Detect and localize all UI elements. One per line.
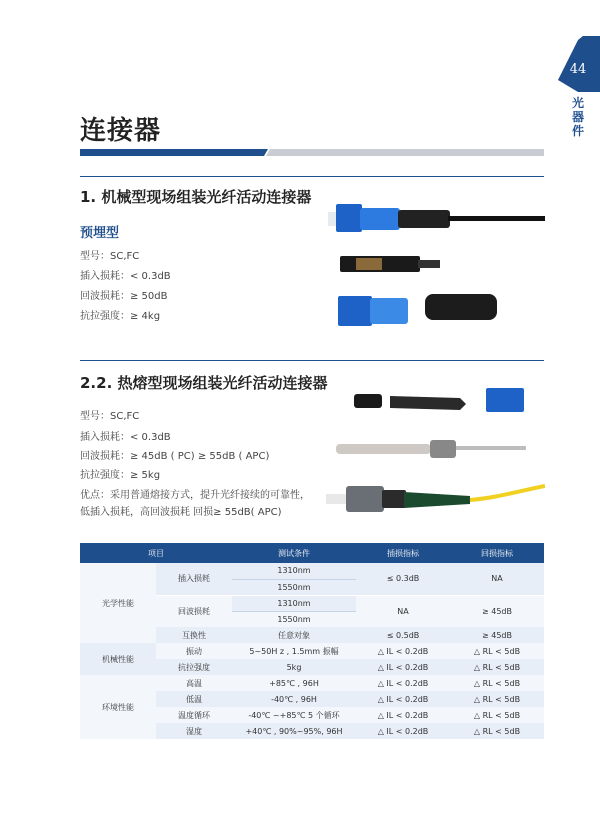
row-return-il: NA (356, 595, 450, 627)
row-vibration-cond: 5~50H z , 1.5mm 振幅 (232, 643, 356, 659)
section1-subtitle: 预埋型 (80, 226, 120, 241)
row-return-rl: ≥ 45dB (450, 595, 544, 627)
row-hightemp-cond: +85℃ , 96H (232, 675, 356, 691)
row-insertion-rl: NA (450, 563, 544, 595)
page-title: 连接器 (80, 116, 162, 146)
page-number: 44 (569, 62, 587, 77)
header-condition: 测试条件 (232, 543, 356, 563)
row-hightemp-rl: △ RL < 5dB (450, 675, 544, 691)
row-interchange-cond: 任意对象 (232, 627, 356, 643)
row-interchange-rl: ≥ 45dB (450, 627, 544, 643)
spec-table (80, 543, 544, 739)
row-tempcycle-il: △ IL < 0.2dB (356, 707, 450, 723)
row-lowtemp-item: 低温 (156, 691, 232, 707)
section1-spec-model: 型号：SC,FC (80, 251, 140, 262)
row-humidity-cond: +40℃ , 90%~95%, 96H (232, 723, 356, 739)
group-environment: 环境性能 (80, 675, 156, 739)
row-tempcycle-rl: △ RL < 5dB (450, 707, 544, 723)
header-item: 项目 (80, 543, 232, 563)
section2-top-rule (80, 360, 544, 361)
section2-spec-tensile: 抗拉强度：≥ 5kg (80, 470, 161, 481)
section1-spec-tensile: 抗拉强度：≥ 4kg (80, 311, 161, 322)
row-return-item: 回波损耗 (156, 595, 232, 627)
section2-heading: 2.2. 热熔型现场组装光纤活动连接器 (80, 374, 328, 392)
row-humidity-item: 湿度 (156, 723, 232, 739)
row-vibration-il: △ IL < 0.2dB (356, 643, 450, 659)
section1-product-photo (320, 198, 545, 328)
section2-spec-return: 回波损耗：≥ 45dB ( PC) ≥ 55dB ( APC) (80, 451, 270, 462)
row-return-cond1: 1310nm (232, 595, 356, 611)
row-tensile-item: 抗拉强度 (156, 659, 232, 675)
section2-spec-advantage-2: 低插入损耗，高回波损耗 回损≥ 55dB( APC) (80, 507, 282, 518)
row-vibration-item: 振动 (156, 643, 232, 659)
row-tensile-cond: 5kg (232, 659, 356, 675)
row-vibration-rl: △ RL < 5dB (450, 643, 544, 659)
row-interchange-item: 互换性 (156, 627, 232, 643)
row-humidity-rl: △ RL < 5dB (450, 723, 544, 739)
row-humidity-il: △ IL < 0.2dB (356, 723, 450, 739)
section-tab-label: 光器件 (571, 96, 584, 138)
row-tempcycle-cond: -40℃ ~+85℃ 5 个循环 (232, 707, 356, 723)
section2-spec-advantage-1: 优点：采用普通熔接方式，提升光纤接续的可靠性， (80, 490, 310, 501)
row-insertion-il: ≤ 0.3dB (356, 563, 450, 595)
section2-spec-model: 型号：SC,FC (80, 411, 140, 422)
section2-spec-insertion: 插入损耗：< 0.3dB (80, 432, 171, 443)
header-rl: 回损指标 (450, 543, 544, 563)
row-lowtemp-il: △ IL < 0.2dB (356, 691, 450, 707)
row-insertion-cond1: 1310nm (232, 563, 356, 579)
group-mechanical: 机械性能 (80, 643, 156, 675)
row-lowtemp-cond: -40℃ , 96H (232, 691, 356, 707)
row-tempcycle-item: 温度循环 (156, 707, 232, 723)
section2-product-photo (320, 382, 545, 532)
section1-heading: 1. 机械型现场组装光纤活动连接器 (80, 188, 312, 206)
section1-spec-insertion: 插入损耗：< 0.3dB (80, 271, 171, 282)
row-tensile-il: △ IL < 0.2dB (356, 659, 450, 675)
row-insertion-item: 插入损耗 (156, 563, 232, 595)
row-return-cond2: 1550nm (232, 611, 356, 627)
row-lowtemp-rl: △ RL < 5dB (450, 691, 544, 707)
section1-top-rule (80, 176, 544, 177)
row-hightemp-item: 高温 (156, 675, 232, 691)
group-optical: 光学性能 (80, 563, 156, 643)
row-interchange-il: ≤ 0.5dB (356, 627, 450, 643)
header-il: 插损指标 (356, 543, 450, 563)
title-underline-bar (80, 149, 544, 157)
section1-spec-return: 回波损耗：≥ 50dB (80, 291, 168, 302)
row-insertion-cond2: 1550nm (232, 579, 356, 595)
row-tensile-rl: △ RL < 5dB (450, 659, 544, 675)
row-hightemp-il: △ IL < 0.2dB (356, 675, 450, 691)
